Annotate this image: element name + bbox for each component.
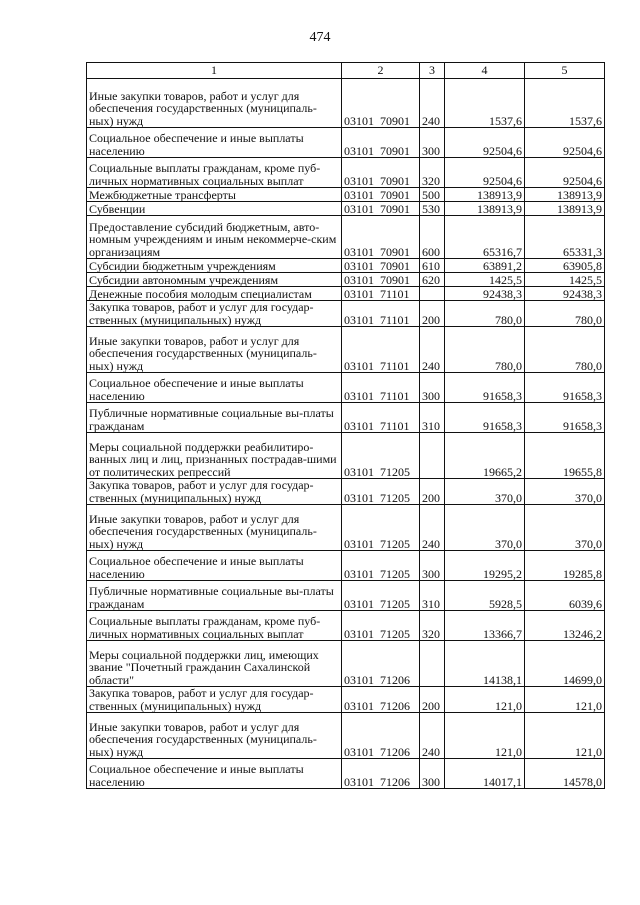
table-row xyxy=(87,551,605,581)
row-value-col4-cell: 92504,6 xyxy=(445,128,525,158)
row-type-cell: 200 xyxy=(420,687,445,713)
row-code-cell: 03101 71205 xyxy=(342,479,420,505)
row-value-col4-cell: 19295,2 xyxy=(445,551,525,581)
row-value-col5-cell: 92438,3 xyxy=(525,287,605,301)
row-name-cell: Закупка товаров, работ и услуг для государ-ственных (муниципальных) нужд xyxy=(87,687,342,713)
budget-table xyxy=(86,62,605,789)
row-value-col4-cell: 92438,3 xyxy=(445,287,525,301)
column-header-5: 5 xyxy=(525,63,605,79)
row-type-cell: 300 xyxy=(420,373,445,403)
row-code-cell: 03101 70901 xyxy=(342,202,420,216)
row-value-col4-cell: 19665,2 xyxy=(445,433,525,479)
row-type-cell xyxy=(420,433,445,479)
row-value-col5-cell: 14578,0 xyxy=(525,759,605,789)
row-value-col5-cell: 780,0 xyxy=(525,327,605,373)
row-code-cell: 03101 71101 xyxy=(342,403,420,433)
table-row xyxy=(87,479,605,505)
table-row xyxy=(87,327,605,373)
row-code-cell: 03101 71206 xyxy=(342,641,420,687)
table-row xyxy=(87,611,605,641)
row-name-cell: Субсидии бюджетным учреждениям xyxy=(87,259,342,273)
row-type-cell: 240 xyxy=(420,327,445,373)
table-row xyxy=(87,301,605,327)
row-value-col5-cell: 780,0 xyxy=(525,301,605,327)
column-header-3: 3 xyxy=(420,63,445,79)
row-value-col5-cell: 138913,9 xyxy=(525,188,605,202)
row-name-cell: Социальное обеспечение и иные выплаты населению xyxy=(87,128,342,158)
row-name-cell: Закупка товаров, работ и услуг для государ-ственных (муниципальных) нужд xyxy=(87,301,342,327)
table-row xyxy=(87,713,605,759)
row-name-cell: Иные закупки товаров, работ и услуг для обеспечения государственных (муниципаль-ных) нужд xyxy=(87,713,342,759)
row-value-col4-cell: 138913,9 xyxy=(445,188,525,202)
row-value-col4-cell: 370,0 xyxy=(445,479,525,505)
table-row xyxy=(87,759,605,789)
table-row xyxy=(87,79,605,128)
row-code-cell: 03101 71101 xyxy=(342,301,420,327)
page-number: 474 xyxy=(309,30,331,45)
row-name-cell: Социальные выплаты гражданам, кроме пуб-личных нормативных социальных выплат xyxy=(87,611,342,641)
row-value-col4-cell: 780,0 xyxy=(445,327,525,373)
row-value-col4-cell: 1425,5 xyxy=(445,273,525,287)
row-name-cell: Межбюджетные трансферты xyxy=(87,188,342,202)
row-value-col4-cell: 92504,6 xyxy=(445,158,525,188)
row-code-cell: 03101 71101 xyxy=(342,327,420,373)
row-value-col4-cell: 138913,9 xyxy=(445,202,525,216)
row-name-cell: Социальное обеспечение и иные выплаты населению xyxy=(87,759,342,789)
row-code-cell: 03101 70901 xyxy=(342,158,420,188)
row-type-cell: 610 xyxy=(420,259,445,273)
row-value-col5-cell: 92504,6 xyxy=(525,158,605,188)
table-header-row xyxy=(87,63,605,79)
row-type-cell: 240 xyxy=(420,79,445,128)
row-value-col5-cell: 370,0 xyxy=(525,505,605,551)
row-value-col4-cell: 780,0 xyxy=(445,301,525,327)
row-name-cell: Субвенции xyxy=(87,202,342,216)
row-value-col5-cell: 19285,8 xyxy=(525,551,605,581)
row-code-cell: 03101 71205 xyxy=(342,581,420,611)
row-code-cell: 03101 71205 xyxy=(342,551,420,581)
row-type-cell: 200 xyxy=(420,301,445,327)
row-code-cell: 03101 70901 xyxy=(342,128,420,158)
row-code-cell: 03101 70901 xyxy=(342,259,420,273)
row-value-col4-cell: 370,0 xyxy=(445,505,525,551)
row-value-col5-cell: 1425,5 xyxy=(525,273,605,287)
row-value-col4-cell: 121,0 xyxy=(445,713,525,759)
row-value-col5-cell: 65331,3 xyxy=(525,216,605,259)
row-value-col4-cell: 91658,3 xyxy=(445,403,525,433)
row-code-cell: 03101 71205 xyxy=(342,611,420,641)
table-row xyxy=(87,581,605,611)
row-value-col4-cell: 1537,6 xyxy=(445,79,525,128)
row-value-col4-cell: 91658,3 xyxy=(445,373,525,403)
row-type-cell: 600 xyxy=(420,216,445,259)
row-code-cell: 03101 71206 xyxy=(342,759,420,789)
row-name-cell: Закупка товаров, работ и услуг для государ-ственных (муниципальных) нужд xyxy=(87,479,342,505)
row-value-col5-cell: 6039,6 xyxy=(525,581,605,611)
table-row xyxy=(87,128,605,158)
row-code-cell: 03101 70901 xyxy=(342,79,420,128)
row-type-cell: 240 xyxy=(420,505,445,551)
row-value-col4-cell: 14138,1 xyxy=(445,641,525,687)
row-type-cell: 200 xyxy=(420,479,445,505)
row-name-cell: Меры социальной поддержки лиц, имеющих звание "Почетный гражданин Сахалинской области" xyxy=(87,641,342,687)
row-name-cell: Иные закупки товаров, работ и услуг для обеспечения государственных (муниципаль-ных) нужд xyxy=(87,327,342,373)
row-name-cell: Иные закупки товаров, работ и услуг для обеспечения государственных (муниципаль-ных) нужд xyxy=(87,79,342,128)
column-header-2: 2 xyxy=(342,63,420,79)
row-value-col4-cell: 121,0 xyxy=(445,687,525,713)
row-value-col5-cell: 1537,6 xyxy=(525,79,605,128)
table-row xyxy=(87,403,605,433)
row-code-cell: 03101 71206 xyxy=(342,687,420,713)
table-row xyxy=(87,158,605,188)
row-value-col5-cell: 19655,8 xyxy=(525,433,605,479)
row-type-cell xyxy=(420,641,445,687)
row-value-col5-cell: 138913,9 xyxy=(525,202,605,216)
table-row xyxy=(87,273,605,287)
row-value-col4-cell: 13366,7 xyxy=(445,611,525,641)
table-row xyxy=(87,216,605,259)
row-name-cell: Публичные нормативные социальные вы-платы гражданам xyxy=(87,581,342,611)
row-value-col5-cell: 63905,8 xyxy=(525,259,605,273)
row-name-cell: Социальное обеспечение и иные выплаты населению xyxy=(87,551,342,581)
row-type-cell: 310 xyxy=(420,403,445,433)
row-code-cell: 03101 70901 xyxy=(342,273,420,287)
row-type-cell: 530 xyxy=(420,202,445,216)
row-name-cell: Меры социальной поддержки реабилитиро-ванных лиц и лиц, признанных пострадав-шими от политических репрессий xyxy=(87,433,342,479)
table-row xyxy=(87,188,605,202)
row-type-cell: 300 xyxy=(420,551,445,581)
row-type-cell: 500 xyxy=(420,188,445,202)
row-type-cell: 300 xyxy=(420,128,445,158)
row-name-cell: Субсидии автономным учреждениям xyxy=(87,273,342,287)
table-row xyxy=(87,687,605,713)
table-row xyxy=(87,433,605,479)
row-type-cell: 320 xyxy=(420,158,445,188)
row-type-cell: 240 xyxy=(420,713,445,759)
row-type-cell: 310 xyxy=(420,581,445,611)
row-value-col4-cell: 5928,5 xyxy=(445,581,525,611)
table-row xyxy=(87,202,605,216)
row-code-cell: 03101 71101 xyxy=(342,373,420,403)
row-code-cell: 03101 70901 xyxy=(342,188,420,202)
row-code-cell: 03101 70901 xyxy=(342,216,420,259)
row-code-cell: 03101 71205 xyxy=(342,505,420,551)
row-type-cell xyxy=(420,287,445,301)
row-value-col5-cell: 91658,3 xyxy=(525,403,605,433)
row-name-cell: Предоставление субсидий бюджетным, авто-номным учреждениям и иным некоммерче-ским организациям xyxy=(87,216,342,259)
row-name-cell: Иные закупки товаров, работ и услуг для обеспечения государственных (муниципаль-ных) нужд xyxy=(87,505,342,551)
row-code-cell: 03101 71206 xyxy=(342,713,420,759)
table-row xyxy=(87,641,605,687)
row-name-cell: Публичные нормативные социальные вы-платы гражданам xyxy=(87,403,342,433)
row-name-cell: Социальные выплаты гражданам, кроме пуб-личных нормативных социальных выплат xyxy=(87,158,342,188)
column-header-4: 4 xyxy=(445,63,525,79)
row-value-col5-cell: 370,0 xyxy=(525,479,605,505)
row-name-cell: Денежные пособия молодым специалистам xyxy=(87,287,342,301)
row-value-col5-cell: 121,0 xyxy=(525,687,605,713)
row-value-col5-cell: 121,0 xyxy=(525,713,605,759)
column-header-1: 1 xyxy=(87,63,342,79)
table-row xyxy=(87,505,605,551)
table-row xyxy=(87,373,605,403)
row-type-cell: 320 xyxy=(420,611,445,641)
row-type-cell: 620 xyxy=(420,273,445,287)
row-code-cell: 03101 71205 xyxy=(342,433,420,479)
row-name-cell: Социальное обеспечение и иные выплаты населению xyxy=(87,373,342,403)
row-code-cell: 03101 71101 xyxy=(342,287,420,301)
row-value-col5-cell: 92504,6 xyxy=(525,128,605,158)
table-row xyxy=(87,287,605,301)
row-value-col5-cell: 13246,2 xyxy=(525,611,605,641)
table-row xyxy=(87,259,605,273)
row-value-col5-cell: 91658,3 xyxy=(525,373,605,403)
row-value-col4-cell: 65316,7 xyxy=(445,216,525,259)
row-value-col5-cell: 14699,0 xyxy=(525,641,605,687)
row-value-col4-cell: 14017,1 xyxy=(445,759,525,789)
row-type-cell: 300 xyxy=(420,759,445,789)
row-value-col4-cell: 63891,2 xyxy=(445,259,525,273)
